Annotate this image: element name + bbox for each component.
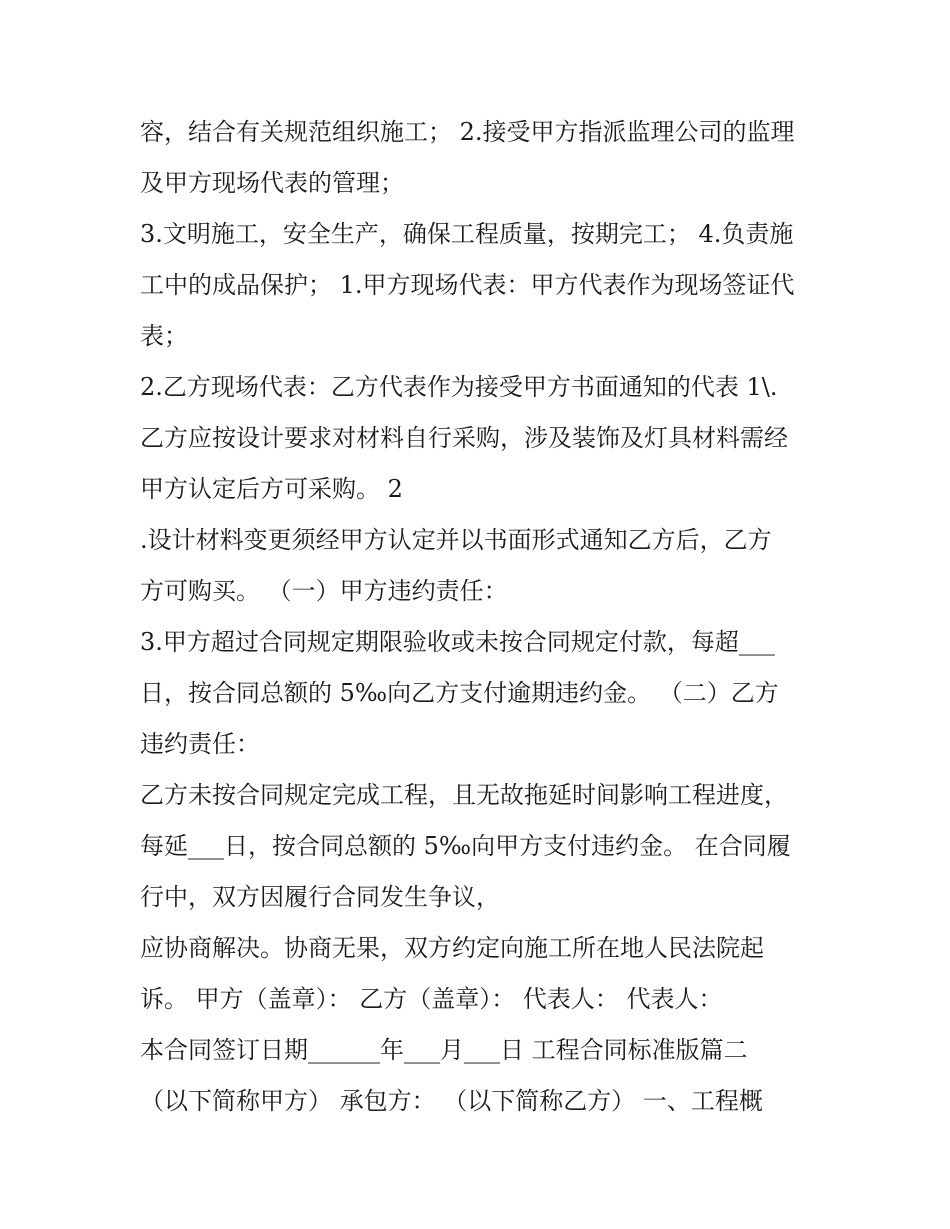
text-line: 应协商解决。协商无果，双方约定向施工所在地人民法院起 <box>140 934 764 962</box>
text-line: 容，结合有关规范组织施工； 2.接受甲方指派监理公司的监理 <box>140 118 795 146</box>
text-line: .设计材料变更须经甲方认定并以书面形式通知乙方后，乙方 <box>140 526 772 554</box>
text-line: 诉。 甲方（盖章）： 乙方（盖章）： 代表人： 代表人： <box>140 985 723 1013</box>
text-line: 3.文明施工，安全生产，确保工程质量，按期完工； 4.负责施 <box>140 220 794 248</box>
text-line: 行中，双方因履行合同发生争议， <box>140 883 500 911</box>
contract-text <box>140 107 830 1127</box>
text-line: 2.乙方现场代表：乙方代表作为接受甲方书面通知的代表 1\. <box>140 373 778 401</box>
text-line: 本合同签订日期______年___月___日 工程合同标准版篇二 <box>140 1036 748 1064</box>
text-line: 表； <box>140 322 188 350</box>
text-line: （以下简称甲方） 承包方： （以下简称乙方） 一、工程概 <box>140 1087 763 1115</box>
text-line: 甲方认定后方可采购。 2 <box>140 475 403 503</box>
text-line: 工中的成品保护； 1.甲方现场代表：甲方代表作为现场签证代 <box>140 271 795 299</box>
text-line: 及甲方现场代表的管理； <box>140 169 404 197</box>
text-line: 每延___日，按合同总额的 5‰向甲方支付违约金。 在合同履 <box>140 832 791 860</box>
text-line: 乙方未按合同规定完成工程，且无故拖延时间影响工程进度， <box>140 781 788 809</box>
text-line: 违约责任： <box>140 730 260 758</box>
text-line: 方可购买。 （一）甲方违约责任： <box>140 577 508 605</box>
text-line: 3.甲方超过合同规定期限验收或未按合同规定付款，每超___ <box>140 628 775 656</box>
text-line: 乙方应按设计要求对材料自行采购，涉及装饰及灯具材料需经 <box>140 424 788 452</box>
text-line: 日，按合同总额的 5‰向乙方支付逾期违约金。 （二）乙方 <box>140 679 779 707</box>
